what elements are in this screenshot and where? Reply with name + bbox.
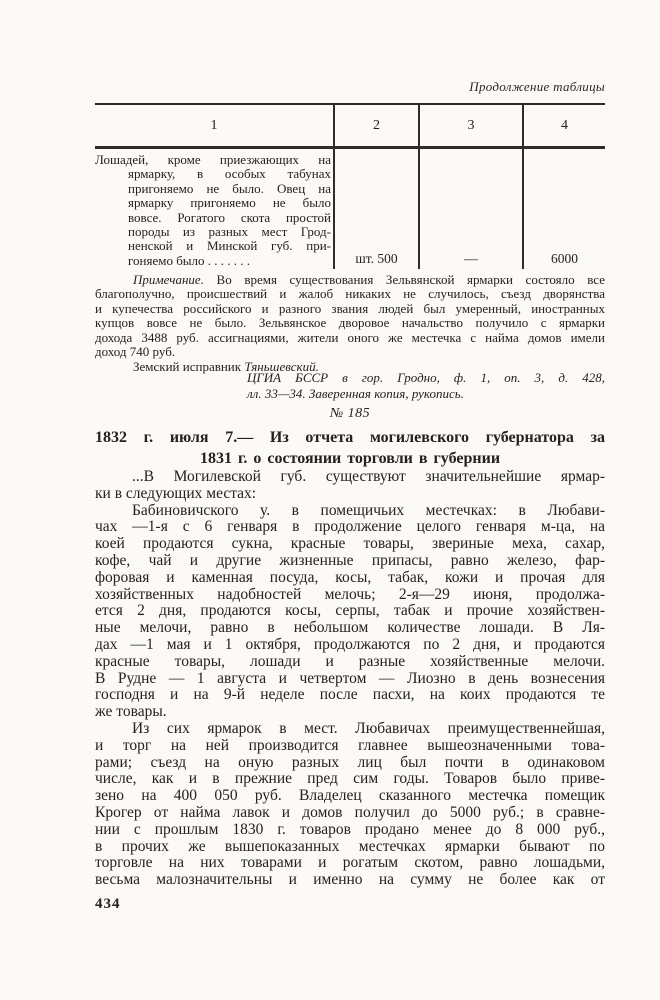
document-number: № 185 — [329, 406, 371, 421]
signature-title: Земский исправник — [133, 358, 245, 374]
table-col-header-1: 1 — [95, 105, 333, 149]
body-paragraph-2: Бабиновичского у. в помещичьих местечках: в Любави- чах —1-я с 6 генваря в продолжение целого генваря м-ца, на коей продаются сукна, красные товары, звериные меха, сахар, кофе, чай и другие жизненные припасы, равно железо, фар- форовая и каменная посуда, косы, табак, кожи и прочая для хозяйственных надобностей мелочь; 2-я—29 июня, продолжа- ется 2 дня, продаются косы, серпы, табак и прочие хозяйствен- ные мелочи, равно в небольшом количестве лошади. В Ля- дах —1 мая и 1 октября, продолжаются по 2 дня, и продаются красные товары, лошади и разные хозяйственные мелочи. В Рудне — 1 августа и четвертом — Лиозно в день вознесения господня и на 9-й неделе после пасхи, на коих продаются те же товары. — [95, 501, 605, 721]
table-col-header-2: 2 — [333, 105, 418, 149]
table-col-header-4: 4 — [522, 105, 605, 149]
body-paragraph-3: Из сих ярмарок в мест. Любавичах преимущественнейшая, и торг на ней производится главнее вышеозначенными това- рами; съезд на оную разных лиц был почти в одинаковом числе, как и в прежние пред сим годы. Товаров было приве- зено на 400 050 руб. Владелец сказанного местечка помещик Крогер от найма лавок и домов получил до 5000 руб.; в сравне- нии с прошлым 1830 г. товаров продано менее до 8 000 руб., в прочих же вышепоказанных местечках ярмарки бывают по торговле на них товарами и рогатым скотом, равно лошадьми, весьма малозначительны и именно на сумму не более как от — [95, 719, 605, 889]
archive-citation: ЦГИА БССР в гор. Гродно, ф. 1, оп. 3, д. 428, лл. 33—34. Заверенная копия, рукопись. — [247, 370, 605, 401]
body-paragraph-1: ...В Могилевской губ. существуют значительнейшие ярмар- ки в следующих местах: — [95, 468, 605, 502]
table-cell-quantity: шт. 500 — [333, 149, 418, 269]
document-body — [95, 469, 605, 889]
note-block — [95, 273, 605, 374]
table-continuation-label: Продолжение таблицы — [469, 79, 605, 94]
note-label: Примечание. — [133, 272, 204, 287]
table-col-header-3: 3 — [418, 105, 522, 149]
table-cell-dash: — — [418, 149, 522, 269]
heading-line-2: 1831 г. о состоянии торговли в губернии — [199, 450, 501, 467]
signature-name: Тяньшевский. — [244, 358, 319, 374]
page-number: 434 — [95, 896, 121, 912]
note-first-line-text: Во время существования Зельвянской ярмарки состояло все — [203, 272, 605, 287]
fair-statistics-table — [95, 103, 605, 269]
table-cell-description: Лошадей, кроме приезжающих на ярмарку, в особых табунах пригоняемо не было. Овец на ярмарку пригоняемо не было вовсе. Рогатого скота простой породы из разных мест Грод- ненской и Минской губ. при- гоняемо было . . . . . . . — [95, 152, 331, 268]
note-text-lines: благополучно, происшествий и жалоб никаких не случилось, съезд дворянства и купечества российского и разного звания людей был умеренный, иностранных купцов вовсе не было. Зельвянское дворовое начальство получило с ярмарки дохода 3488 руб. ассигнациями, жители оного же местечка с найма домов имели доход 740 руб. — [95, 286, 605, 360]
document-heading — [95, 427, 605, 469]
table-cell-value: 6000 — [522, 149, 605, 269]
heading-line-1: 1832 г. июля 7.— Из отчета могилевского губернатора за — [95, 429, 605, 446]
note-first-line — [95, 273, 605, 287]
